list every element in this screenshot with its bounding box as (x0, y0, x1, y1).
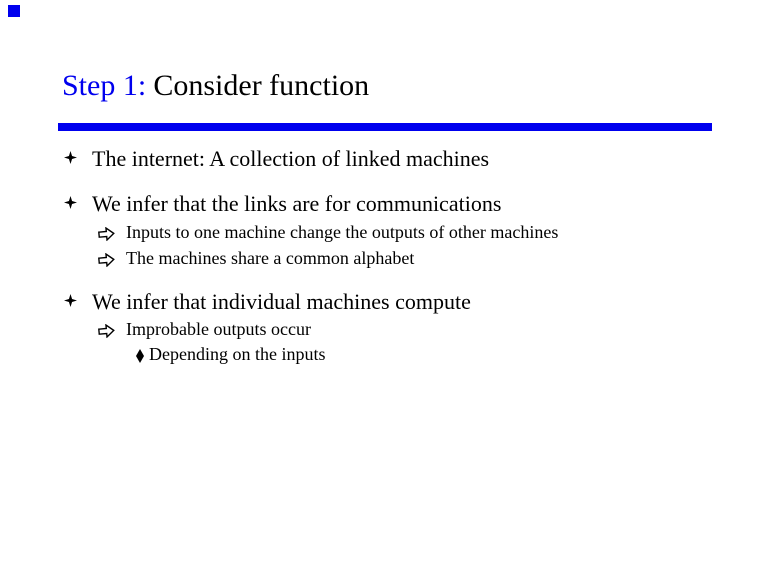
hollow-right-arrow-icon (97, 252, 115, 267)
bullet-text: Improbable outputs occur (126, 319, 311, 339)
bullet-text: The machines share a common alphabet (126, 248, 415, 268)
sub-sub-bullet-item-1 (136, 345, 325, 365)
bullet-text: We infer that individual machines compute (92, 289, 471, 314)
hollow-right-arrow-icon (97, 226, 115, 241)
bullet-item-3 (64, 290, 471, 314)
title-rest: Consider function (153, 69, 370, 102)
hollow-right-arrow-icon (97, 323, 115, 338)
narrow-black-diamond-icon (136, 349, 144, 363)
bullet-text: Depending on the inputs (149, 344, 326, 364)
four-pointed-star-icon (64, 196, 77, 209)
title-highlight: Step 1: (62, 69, 147, 102)
four-pointed-star-icon (64, 294, 77, 307)
bullet-text: The internet: A collection of linked machines (92, 146, 490, 171)
sub-bullet-item-3 (98, 320, 311, 340)
sub-bullet-item-1 (98, 223, 558, 243)
bullet-text: We infer that the links are for communications (92, 191, 502, 216)
sub-bullet-item-2 (98, 249, 414, 269)
title-divider-bar (58, 123, 712, 131)
bullet-item-2 (64, 192, 501, 216)
slide-title (62, 69, 369, 102)
four-pointed-star-icon (64, 151, 77, 164)
corner-blue-square (8, 5, 20, 17)
bullet-item-1 (64, 147, 489, 171)
bullet-text: Inputs to one machine change the outputs of other machines (126, 222, 559, 242)
